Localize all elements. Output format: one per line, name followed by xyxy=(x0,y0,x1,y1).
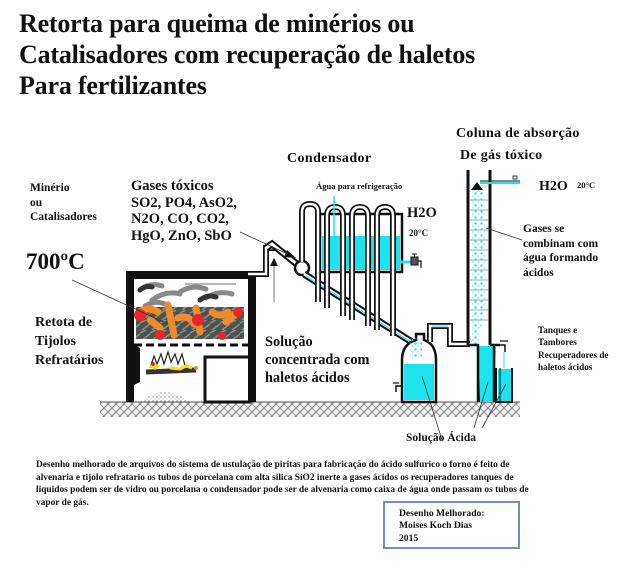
note-line-4: vapor de gás. xyxy=(36,497,89,508)
furnace-label xyxy=(35,313,103,370)
concentrated-solution-line-2: concentrada com xyxy=(265,352,370,368)
furnace xyxy=(126,248,278,402)
note-line-1: Desenho melhorado de arquivos do sistema de ustulação de piritas para fabricação do ácido sulfurico o forno é feito de xyxy=(36,460,510,470)
condenser-heading: Condensador xyxy=(287,151,372,166)
tanks-line-3: Recuperadores de xyxy=(538,349,609,360)
toxic-gases-line-1: SO2, PO4, AsO2, xyxy=(131,194,237,211)
acid-solution-label: Solução Ácida xyxy=(406,432,476,444)
description-note xyxy=(36,459,626,509)
collection-flask xyxy=(393,326,470,440)
tanks-label xyxy=(538,324,609,373)
tanks-line-4: haletos ácidos xyxy=(538,361,593,372)
column-note-line-4: ácidos xyxy=(523,266,554,279)
note-line-2: alvenaria e tijolo refratario os tubos de porcelana com alta silica SiO2 inerte a gases ácidos os recuperadores tanques de xyxy=(36,472,514,483)
credit-line-1: Desenho Melhorado: xyxy=(399,508,485,519)
column-water-label: H2O xyxy=(539,179,568,194)
tanks-line-1: Tanques e xyxy=(538,325,578,335)
toxic-gases-line-2: N2O, CO, CO2, xyxy=(131,211,229,228)
note-line-3: liquidos podem ser de vidro ou porcelana o condensador pode ser de alvenaria como caixa de água onde passam os tubos de xyxy=(36,485,529,496)
toxic-gases-heading: Gases tóxicos xyxy=(131,178,214,194)
title-line-1: Retorta para queima de minérios ou xyxy=(19,9,415,38)
furnace-temperature: 700ºC xyxy=(26,249,85,274)
column-water-temp: 20°C xyxy=(577,180,596,190)
feed-line-3: Catalisadores xyxy=(30,211,97,223)
tanks-line-2: Tambores xyxy=(538,337,577,348)
feed-label xyxy=(30,181,97,225)
condenser xyxy=(302,196,421,336)
title-line-3: Para fertilizantes xyxy=(19,71,207,100)
absorption-column xyxy=(468,170,522,428)
concentrated-solution-line-3: haletos ácidos xyxy=(265,370,350,386)
furnace-line-2: Tijolos xyxy=(35,334,76,349)
title-line-2: Catalisadores com recuperação de haletos xyxy=(19,40,476,69)
column-heading-1: Coluna de absorção xyxy=(456,126,580,141)
feed-line-1: Minério xyxy=(30,182,70,194)
furnace-line-3: Refratários xyxy=(35,353,104,368)
credit-box xyxy=(383,501,520,549)
credit-author: Moises Koch Dias xyxy=(399,520,473,532)
furnace-line-1: Retota de xyxy=(35,315,93,330)
condenser-water-label: H2O xyxy=(407,205,437,221)
condenser-water-temp: 20°C xyxy=(409,228,429,238)
column-note-line-3: água formando xyxy=(523,252,599,264)
column-note xyxy=(523,222,598,280)
toxic-gases-label xyxy=(131,178,237,244)
column-note-line-2: combinam com xyxy=(523,237,599,250)
concentrated-solution-line-1: Solução xyxy=(265,334,313,350)
cooling-water-label: Água para refrigeração xyxy=(316,181,403,191)
credit-year: 2015 xyxy=(399,532,419,544)
concentrated-solution-label xyxy=(265,333,369,387)
column-note-line-1: Gases se xyxy=(523,223,565,235)
feed-line-2: ou xyxy=(30,196,43,209)
toxic-gases-line-3: HgO, ZnO, SbO xyxy=(131,227,232,244)
ground xyxy=(100,402,520,417)
column-heading-2: De gás tóxico xyxy=(460,148,543,163)
